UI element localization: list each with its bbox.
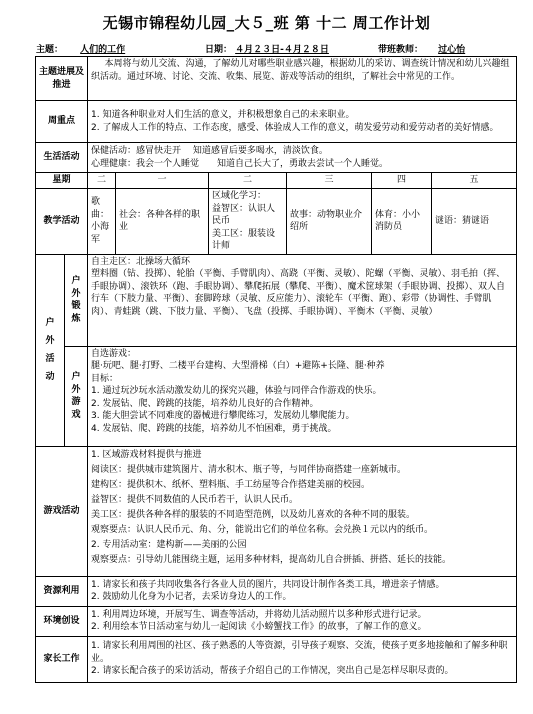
life-row [36,143,517,173]
home-content [88,636,517,682]
theme-progress-row [36,57,517,101]
page-title: 无锡市锦程幼儿园_大５_班 第 十二 周工作计划 [102,14,431,32]
game-activity-label: 游戏活动 [36,446,88,576]
game-activity-content [88,446,517,576]
theme-progress-text: 本周将与幼儿交流、沟通，了解幼儿对哪些职业感兴趣，根据幼儿的采访、调查统计情况和幼儿兴趣组织活动。通过环境、讨论、交流、收集、展览、游戏等活动的组织，了解社会中常见的工作。 [88,57,517,101]
game-activity-line: 观察要点：认识人民币元、角、分，能说出它们的单位名称。会兑换１元以内的纸币。 [91,524,434,535]
teacher-field [378,42,465,55]
theme-progress-label: 主题进展及推进 [36,57,88,101]
teacher-value: 过心怡 [438,45,466,55]
outdoor-game-content [88,346,517,446]
life-label: 生活活动 [36,143,88,173]
theme-value: 人们的工作 [80,45,126,55]
weekday-cell: 五 [432,173,517,189]
game-activity-row [36,446,517,576]
game-activity-line: 阅读区：提供城市建筑图片、清水积木、瓶子等，与同伴协商搭建一座新城市。 [91,464,407,475]
resources-item: 1. 请家长和孩子共同收集各行各业人员的图片，共同设计制作各类工具，增进亲子情感。 [91,579,445,590]
life-item: 保健活动：感冒快走开 知道感冒后要多喝水，清淡饮食。 [91,146,328,156]
resources-label: 资源利用 [36,576,88,606]
sport-line: 自主走区：北操场大循环 [91,256,191,267]
teaching-cell: 故事：动物职业介绍所 [287,189,372,255]
game-line: 1. 通过玩沙玩水活动激发幼儿的探究兴趣，体验与同伴合作游戏的快乐。 [91,386,382,396]
game-activity-line: 2. 专用活动室：建构新——美丽的公园 [91,539,247,550]
game-activity-line: 美工区：提供各种各样的服装的不同造型范例，以及幼儿喜欢的各种不同的服装。 [91,509,416,520]
home-row [36,636,517,682]
environment-content [88,606,517,636]
outdoor-game-label: 户外游戏 [65,346,88,446]
game-line: 自选游戏： [91,348,137,359]
environment-item: 2. 利用绘本节日活动室与幼儿一起阅读《小螃蟹找工作》的故事，了解工作的意义。 [91,622,427,632]
focus-item: 2. 了解成人工作的特点、工作态度，感受、体验成人工作的意义，萌发爱劳动和爱劳动者的美好情感。 [91,122,499,133]
teaching-cell: 体育：小小消防员 [372,189,432,255]
environment-item: 1. 利用周边环境，开展写生、调查等活动，并将幼儿活动照片以多种形式进行记录。 [91,609,427,620]
environment-label: 环境创设 [36,606,88,636]
theme-field [36,42,125,55]
teaching-cell: 区域化学习： 益智区：认识人民币 美工区：服装设计师 [209,189,287,255]
teaching-label: 教学活动 [36,189,88,255]
weekday-cell: 二 [209,173,287,189]
life-content [88,143,517,173]
game-activity-line: 益智区：提供不同数值的人民币若干，认识人民币。 [91,494,299,505]
date-field [205,42,329,55]
weekday-cell: 四 [372,173,432,189]
weekday-label: 星期 [36,173,88,189]
environment-row [36,606,517,636]
weekday-cell: 三 [287,173,372,189]
game-line: 3. 能大胆尝试不同难度的器械进行攀爬练习，发展幼儿攀爬能力。 [91,411,355,421]
resources-content [88,576,517,606]
outdoor-sport-row [36,254,517,346]
focus-content [88,101,517,143]
focus-label: 周重点 [36,101,88,143]
outdoor-game-row [36,346,517,446]
focus-item: 1. 知道各种职业对人们生活的意义，并积极想象自己的未来职业。 [91,110,355,120]
weekday-row [36,173,517,189]
focus-row [36,101,517,143]
outdoor-label: 户外活动 [36,254,65,446]
outdoor-sport-label: 户外锻炼 [65,254,88,346]
date-label: 日期： [205,45,233,55]
resources-item: 2. 鼓励幼儿化身为小记者，去采访身边人的工作。 [91,592,292,602]
home-item: 2. 请家长配合孩子的采访活动，帮孩子介绍自己的工作情况，突出自己是怎样尽职尽责的。 [91,666,454,677]
weekly-plan-table [35,56,517,683]
life-item: 心理健康：我会一个人睡觉 知道自己长大了，勇敢去尝试一个人睡觉。 [91,158,389,169]
game-activity-line: 1. 区域游戏材料提供与推进 [91,449,202,460]
game-activity-line: 建构区：提供积木、纸杯、塑料瓶、手工纺屋等合作搭建美丽的校园。 [91,479,371,490]
sport-line: 塑料圈（钻、投掷）、轮胎（平衡、手臂肌肉）、高跷（平衡、灵敏）、陀螺（平衡、灵敏）、羽毛拍（挥、手眼协调）、滚铁环（跑、手眼协调）、攀爬拓展（攀爬、平衡）、魔术筐球架（手眼协调、投掷）、双人自行车（下肢力量、平衡）、套脚跨球（灵敏、反应能力）、滚轮车（平衡、跑）、彩带（协调性、手臂肌肉）、青蛙跳（跳、下肢力量、平衡）、飞盘（投掷、手眼协调）、平衡木（平衡、灵敏） [91,269,506,317]
outdoor-sport-content [88,254,517,346]
teacher-label: 带班教师： [378,45,424,55]
teaching-cell: 谜语：猜谜语 [432,189,517,255]
teaching-cell: 歌曲：小海军 [88,189,116,255]
teaching-row [36,189,517,255]
date-value: ４月２３日-４月２８日 [235,45,329,55]
weekday-cell: 一 [116,173,209,189]
game-line: 腿·玩吧、腿·打野、二楼平台建构、大型滑梯（白）+避陈+长隆、腿·种养 [91,361,385,371]
game-line: 2. 发展钻、爬、跨跳的技能，培养幼儿良好的合作精神。 [91,398,319,409]
game-line: 4. 发展钻、爬、跨跳的技能，培养幼儿不怕困难，勇于挑战。 [91,423,337,434]
game-activity-line: 观察要点：引导幼儿能围绕主题，运用多种材料，提高幼儿自合拼插、拼搭、延长的技能。 [91,554,452,565]
home-item: 1. 请家长利用周围的社区、孩子熟悉的人等资源，引导孩子观察、交流，使孩子更多地接触和了解多种职业。 [91,641,508,664]
home-label: 家长工作 [36,636,88,682]
weekday-cell: 二 [88,173,116,189]
resources-row [36,576,517,606]
teaching-cell: 社会：各种各样的职业 [116,189,209,255]
theme-label: 主题： [36,45,64,55]
game-line: 目标： [91,373,119,384]
